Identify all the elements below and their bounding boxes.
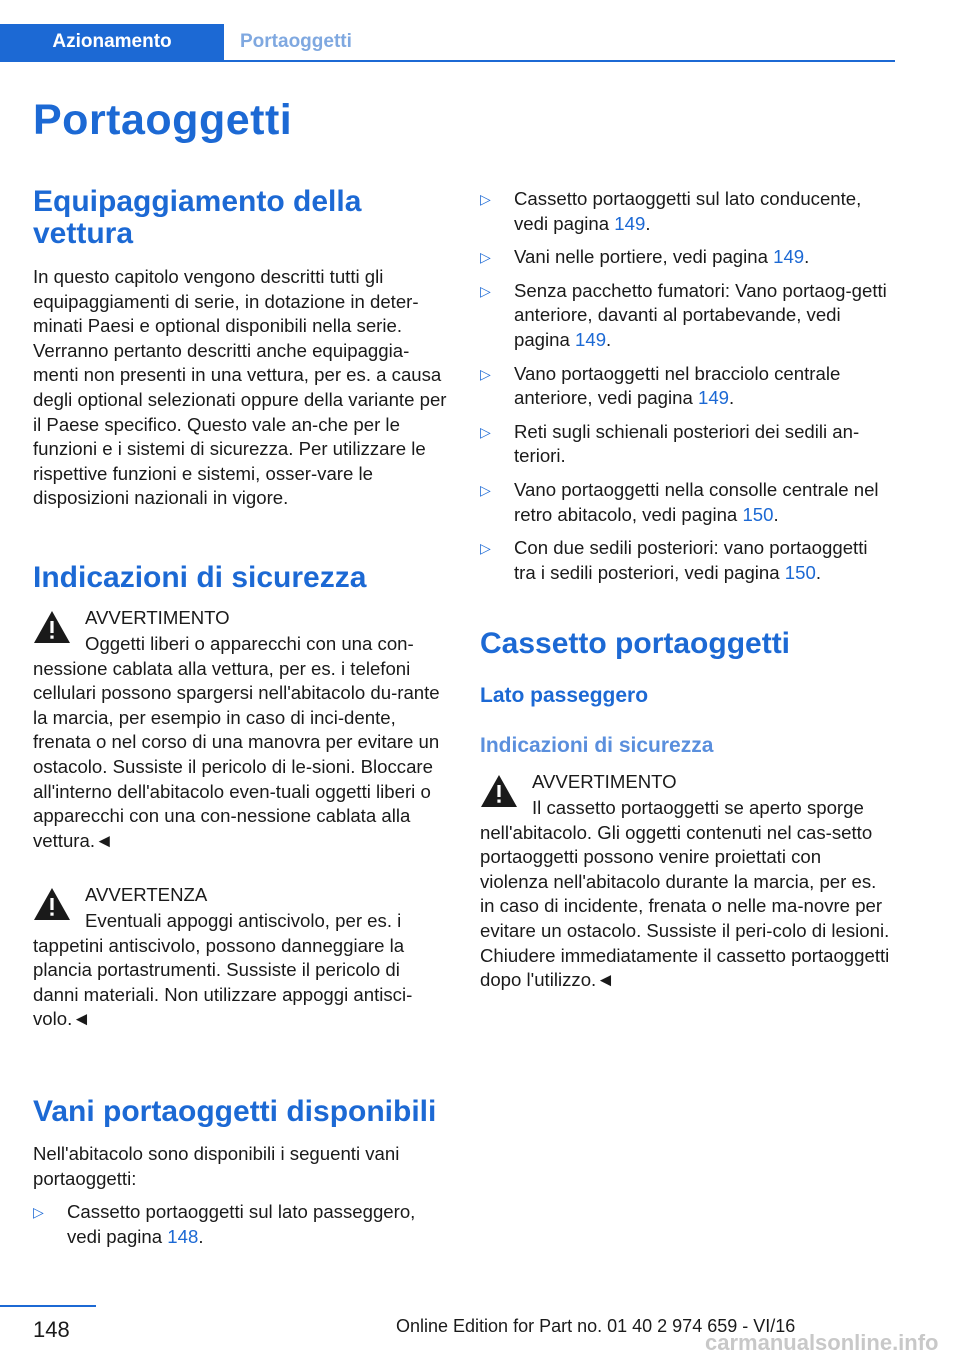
warning-3-text: Il cassetto portaoggetti se aperto sporge nell'abitacolo. Gli oggetti contenuti nel cas-setto portaoggetti possono venire proiettati con violenza nell'abitacolo durante la marcia, per es. in caso di incidente, frenata o nelle ma-novre per evitare un ostacolo. Sussiste il peri-colo di lesioni. Chiudere immediatamente il cassetto portaoggetti dopo l'utilizzo.◄	[480, 797, 890, 991]
warning-2-title: AVVERTENZA	[85, 884, 208, 905]
list-item: ▷ Con due sedili posteriori: vano portaoggetti tra i sedili posteriori, vedi pagina 150.	[480, 537, 868, 583]
list-item-text: Vani nelle portiere, vedi pagina	[514, 246, 774, 268]
page-link[interactable]: 148	[167, 1225, 199, 1247]
page-link[interactable]: 149	[614, 212, 646, 234]
section-title-cassetto: Cassetto portaoggetti	[480, 627, 791, 660]
warning-block-1	[33, 606, 447, 866]
header-tabbar	[0, 24, 895, 62]
triangle-right-outline-icon: ▷	[480, 365, 491, 382]
triangle-right-outline-icon: ▷	[33, 1204, 44, 1220]
section-title-indicazioni: Indicazioni di sicurezza	[33, 561, 367, 594]
list-item-text: Con due sedili posteriori: vano portaoggetti tra i sedili posteriori, vedi pagina	[514, 537, 868, 583]
list-item-text: Vano portaoggetti nella consolle centrale nel retro abitacolo, vedi pagina	[514, 478, 879, 525]
warning-1-title: AVVERTIMENTO	[85, 607, 230, 628]
list-item-text: Senza pacchetto fumatori: Vano portaog-getti anteriore, davanti al portabevande, vedi pagina	[514, 279, 887, 350]
page-link[interactable]: 149	[773, 246, 805, 268]
warning-3-title: AVVERTIMENTO	[532, 771, 677, 792]
list-item: ▷ Senza pacchetto fumatori: Vano portaog-getti anteriore, davanti al portabevande, vedi pagina 149.	[480, 279, 887, 350]
list-item-text: Cassetto portaoggetti sul lato passeggero, vedi pagina	[67, 1201, 416, 1247]
tab-portaoggetti[interactable]: Portaoggetti	[240, 31, 352, 52]
warning-block-2	[33, 883, 447, 1043]
page-link[interactable]: 149	[575, 328, 607, 350]
list-item: ▷ Vano portaoggetti nel bracciolo centrale anteriore, vedi pagina 149.	[480, 362, 841, 409]
page-title: Portaoggetti	[33, 96, 293, 144]
vani-list-right	[480, 187, 894, 594]
list-item-text: Cassetto portaoggetti sul lato conducente, vedi pagina	[514, 188, 862, 234]
vani-intro: Nell'abitacolo sono disponibili i seguenti vani portaoggetti:	[33, 1143, 400, 1189]
list-item: ▷ Cassetto portaoggetti sul lato conducente, vedi pagina 149.	[480, 188, 862, 234]
triangle-right-outline-icon: ▷	[480, 282, 491, 299]
page-link[interactable]: 149	[698, 387, 730, 409]
triangle-right-outline-icon: ▷	[480, 191, 491, 207]
edition-text: Online Edition for Part no. 01 40 2 974 659 - VI/16	[396, 1316, 796, 1336]
list-item-text: Reti sugli schienali posteriori dei sedili an-teriori.	[514, 420, 860, 467]
vani-list-left	[33, 1200, 447, 1258]
list-item: ▷ Vani nelle portiere, vedi pagina 149.	[480, 245, 894, 270]
tab-azionamento[interactable]: Azionamento	[0, 24, 224, 60]
subtitle-indicazioni-sicurezza: Indicazioni di sicurezza	[480, 734, 714, 757]
page-link[interactable]: 150	[784, 561, 816, 583]
list-item: ▷ Cassetto portaoggetti sul lato passeggero, vedi pagina 148.	[33, 1201, 416, 1247]
list-item	[480, 420, 894, 469]
list-item-text: Vano portaoggetti nel bracciolo centrale anteriore, vedi pagina	[514, 362, 841, 409]
warning-block-3	[480, 770, 894, 1010]
header-rule	[0, 60, 895, 62]
warning-1-text: Oggetti liberi o apparecchi con una con-nessione cablata alla vettura, per es. i telefoni cellulari possono spargersi nell'abitacolo du-rante la marcia, per esempio in caso di inci-dente, frenata o nel corso di una manovra per evitare un ostacolo. Sussiste il pericolo di le-sioni. Bloccare all'interno dell'abitacolo even-tuali oggetti liberi o apparecchi con una con-nessione cablata alla vettura.◄	[33, 633, 440, 851]
section-title-vani: Vani portaoggetti disponibili	[33, 1095, 437, 1128]
warning-2-text: Eventuali appoggi antiscivolo, per es. i tappetini antiscivolo, possono danneggiare la plancia portastrumenti. Sussiste il pericolo di danni materiali. Non utilizzare appoggi antisci-volo.◄	[33, 910, 413, 1030]
triangle-right-outline-icon: ▷	[480, 540, 491, 557]
triangle-right-outline-icon: ▷	[480, 249, 491, 266]
page-number: 148	[33, 1317, 70, 1342]
equipaggiamento-body: In questo capitolo vengono descritti tutti gli equipaggiamenti di serie, in dotazione in deter-minati Paesi e optional disponibili nella serie. Verranno pertanto descritti anche equipaggia-menti non presenti in una vettura, per es. a causa degli optional selezionati oppure della variante per il Paese specifico. Questo vale an-che per le funzioni e i sistemi di sicurezza. Per utilizzare le rispettive funzioni e sistemi, osser-vare le disposizioni nazionali in vigore.	[33, 266, 447, 509]
section-title-equipaggiamento: Equipaggiamento della vettura	[33, 185, 362, 250]
page-link[interactable]: 150	[742, 503, 774, 525]
subtitle-lato-passeggero: Lato passeggero	[480, 684, 649, 707]
footer-rule	[0, 1305, 96, 1307]
triangle-right-outline-icon: ▷	[480, 423, 491, 440]
triangle-right-outline-icon: ▷	[480, 481, 491, 498]
list-item: ▷ Vano portaoggetti nella consolle centrale nel retro abitacolo, vedi pagina 150.	[480, 478, 879, 525]
watermark: carmanualsonline.info	[705, 1330, 939, 1355]
